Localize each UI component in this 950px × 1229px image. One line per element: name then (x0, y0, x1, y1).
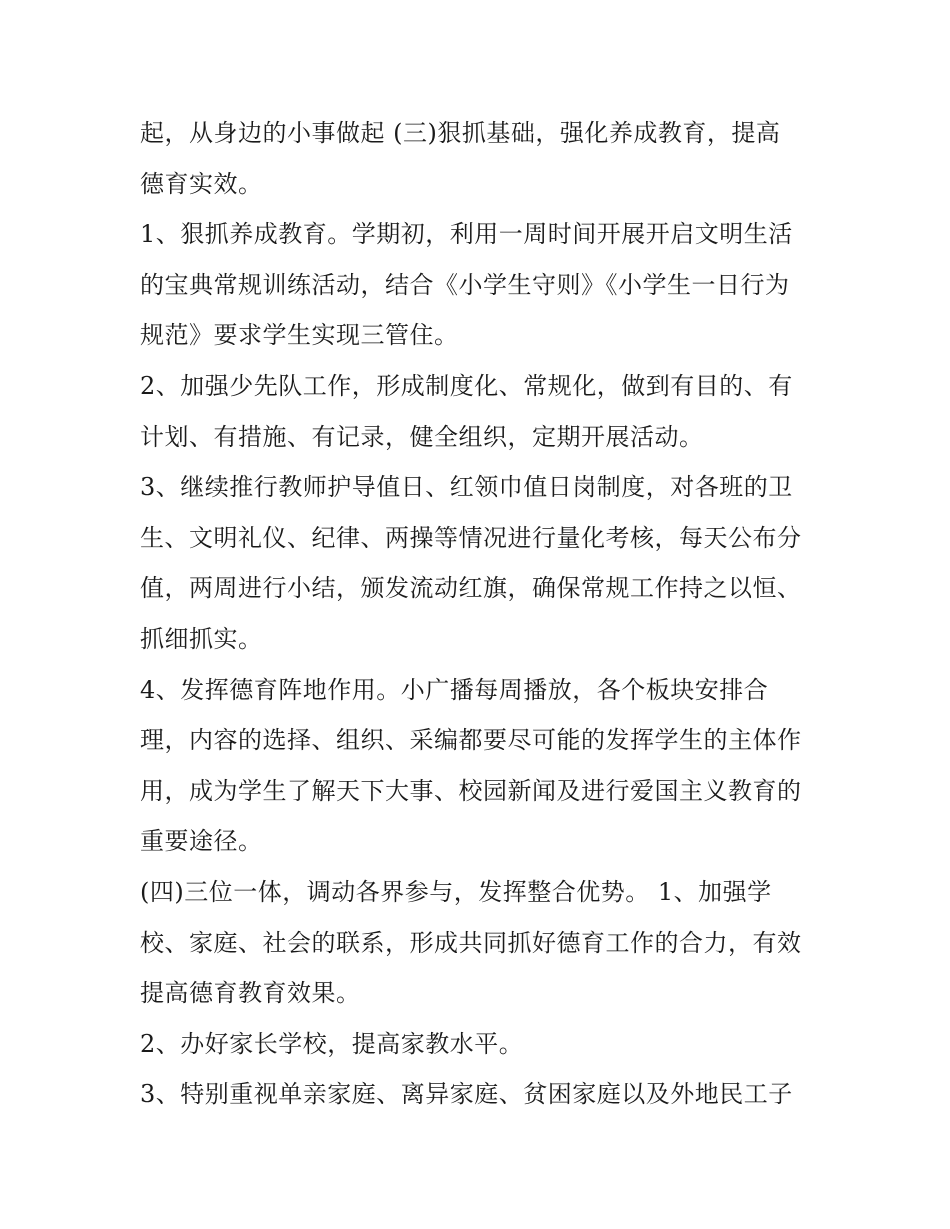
text-line: 2、办好家长学校，提高家教水平。 (140, 1029, 524, 1058)
text-line: 抓细抓实。 (140, 624, 263, 653)
text-line: 计划、有措施、有记录，健全组织，定期开展活动。 (140, 422, 704, 451)
text-line: 2、加强少先队工作，形成制度化、常规化，做到有目的、有 (140, 371, 793, 400)
document-body (140, 108, 820, 1120)
text-line: 理，内容的选择、组织、采编都要尽可能的发挥学生的主体作 (140, 726, 802, 755)
text-line: 用，成为学生了解天下大事、校园新闻及进行爱国主义教育的 (140, 776, 802, 805)
text-line: 3、继续推行教师护导值日、红领巾值日岗制度，对各班的卫 (140, 473, 793, 502)
text-line: 的宝典常规训练活动，结合《小学生守则》《小学生一日行为 (140, 270, 790, 299)
text-line: (四)三位一体，调动各界参与，发挥整合优势。 1、加强学 (140, 877, 772, 906)
text-line: 4、发挥德育阵地作用。小广播每周播放，各个板块安排合 (140, 675, 769, 704)
text-line: 生、文明礼仪、纪律、两操等情况进行量化考核，每天公布分 (140, 523, 802, 552)
text-line: 3、特别重视单亲家庭、离异家庭、贫困家庭以及外地民工子 (140, 1080, 793, 1109)
text-line: 值，两周进行小结，颁发流动红旗，确保常规工作持之以恒、 (140, 574, 802, 603)
text-line: 重要途径。 (140, 827, 263, 856)
text-line: 规范》要求学生实现三管住。 (140, 321, 459, 350)
text-line: 1、狠抓养成教育。学期初，利用一周时间开展开启文明生活 (140, 220, 793, 249)
text-line: 德育实效。 (140, 169, 263, 198)
text-line: 提高德育教育效果。 (140, 979, 361, 1008)
text-line: 起，从身边的小事做起 (三)狠抓基础，强化养成教育，提高 (140, 119, 781, 147)
text-line: 校、家庭、社会的联系，形成共同抓好德育工作的合力，有效 (140, 928, 802, 957)
